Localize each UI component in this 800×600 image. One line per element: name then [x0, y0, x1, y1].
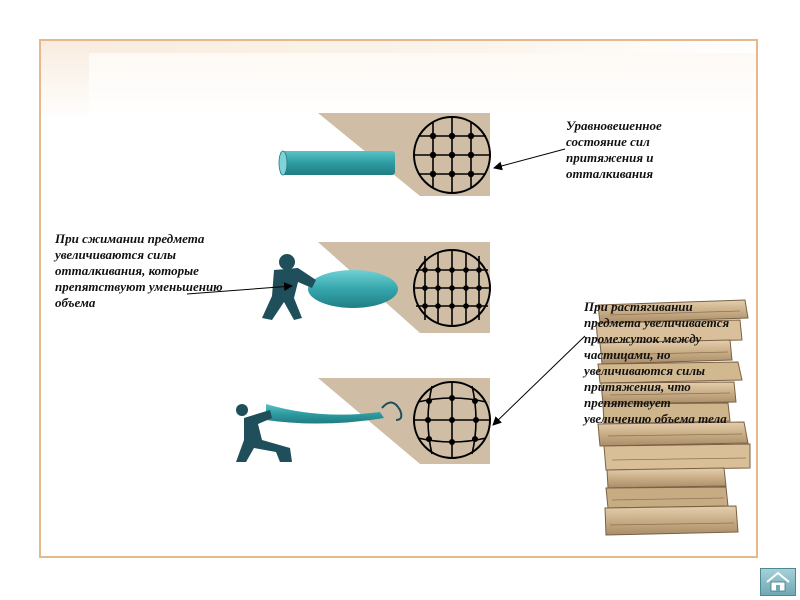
pushing-figure — [262, 254, 316, 320]
label-stretching: При растягивании предмета увеличивается промежуток между частицами, но увеличиваются силы притяжения, что препятствует увеличению объема тела — [584, 299, 730, 426]
rod-object — [280, 151, 395, 175]
panel-equilibrium — [279, 113, 490, 196]
particle-lattice-compressed — [414, 250, 490, 326]
arrow-equilibrium — [494, 149, 565, 168]
home-button[interactable] — [760, 568, 796, 596]
panel-compression — [262, 242, 490, 333]
particle-lattice-equilibrium — [414, 117, 490, 193]
home-icon — [761, 569, 795, 595]
compressed-object — [308, 270, 398, 308]
panel-stretching — [236, 378, 490, 464]
particle-lattice-stretched — [414, 382, 490, 458]
label-equilibrium: Уравновешенное состояние сил притяжения и отталкивания — [566, 118, 662, 181]
arrow-stretching — [493, 336, 585, 425]
label-compression: При сжимании предмета увеличиваются силы отталкивания, которые препятствуют уменьшению объема — [55, 231, 223, 310]
